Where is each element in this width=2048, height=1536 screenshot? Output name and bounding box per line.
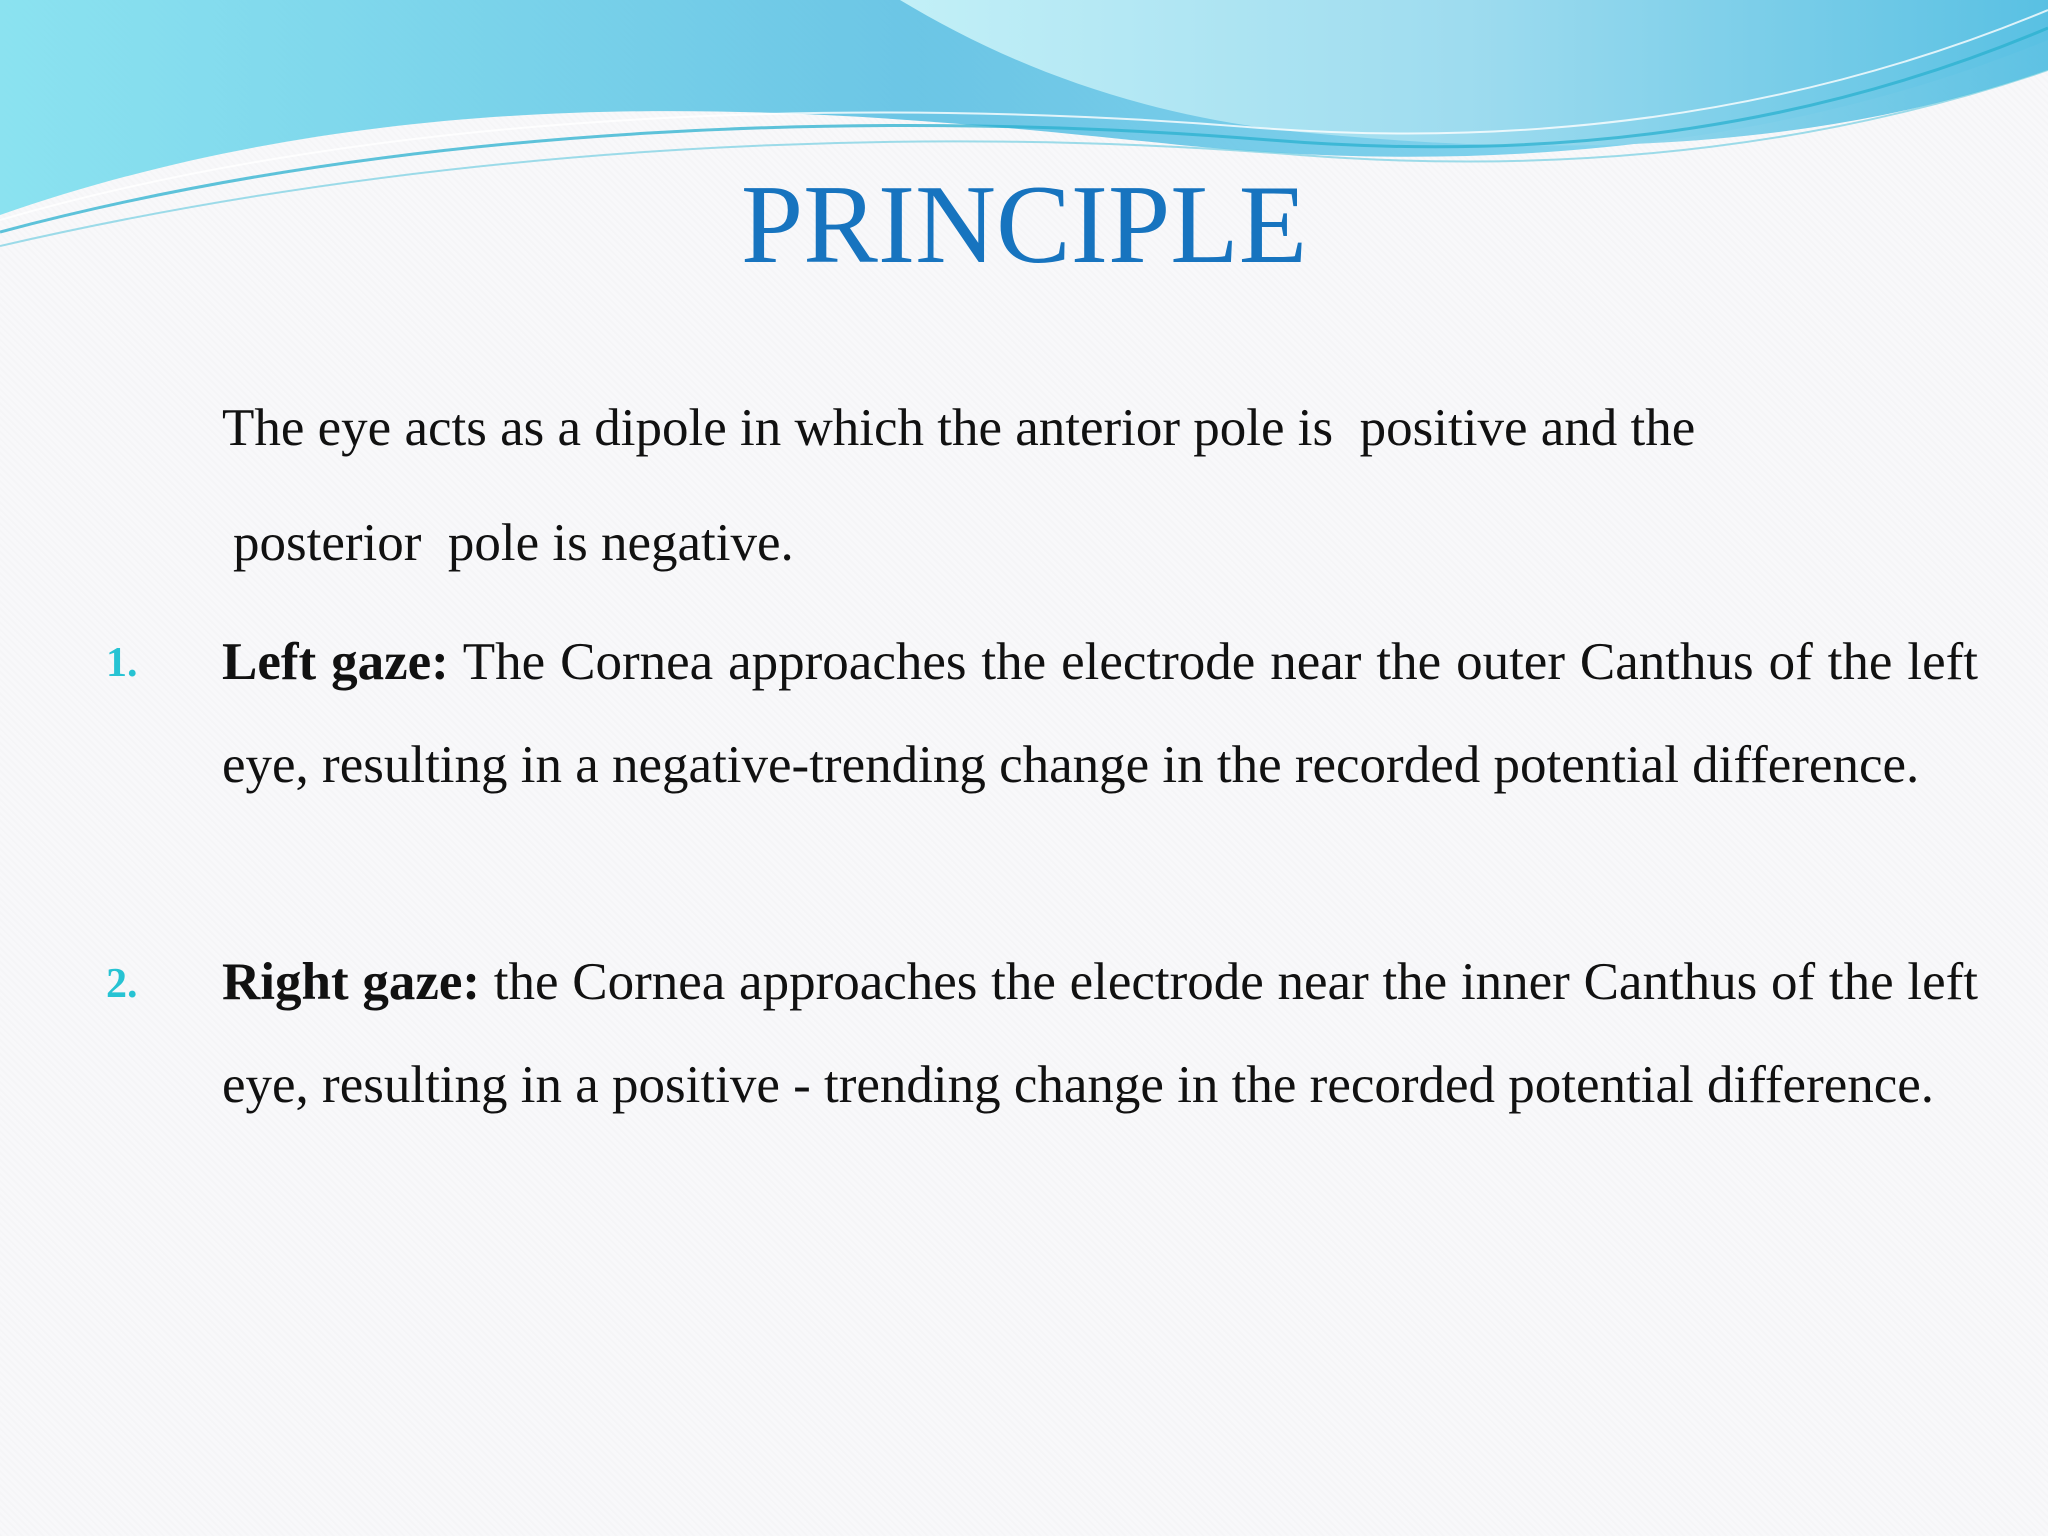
list-item-body: The Cornea approaches the electrode near the outer Canthus of the left eye, resulting in a negative-trending change in the recorded potential difference. [222, 633, 1978, 794]
list-item-number: 2. [106, 961, 138, 1007]
list-item-text [222, 611, 1978, 817]
slide-title: PRINCIPLE [740, 163, 1308, 287]
list-item-body: the Cornea approaches the electrode near the inner Canthus of the left eye, resulting in a positive - trending change in the recorded potential difference. [222, 953, 1978, 1114]
list-item-heading: Left gaze: [222, 633, 449, 691]
intro-line-1: The eye acts as a dipole in which the anterior pole is positive and the [222, 399, 1696, 457]
list-item-number: 1. [106, 640, 138, 686]
list-item-heading: Right gaze: [222, 953, 481, 1011]
list-item-text [222, 931, 1978, 1137]
intro-line-2: posterior pole is negative. [233, 514, 794, 572]
